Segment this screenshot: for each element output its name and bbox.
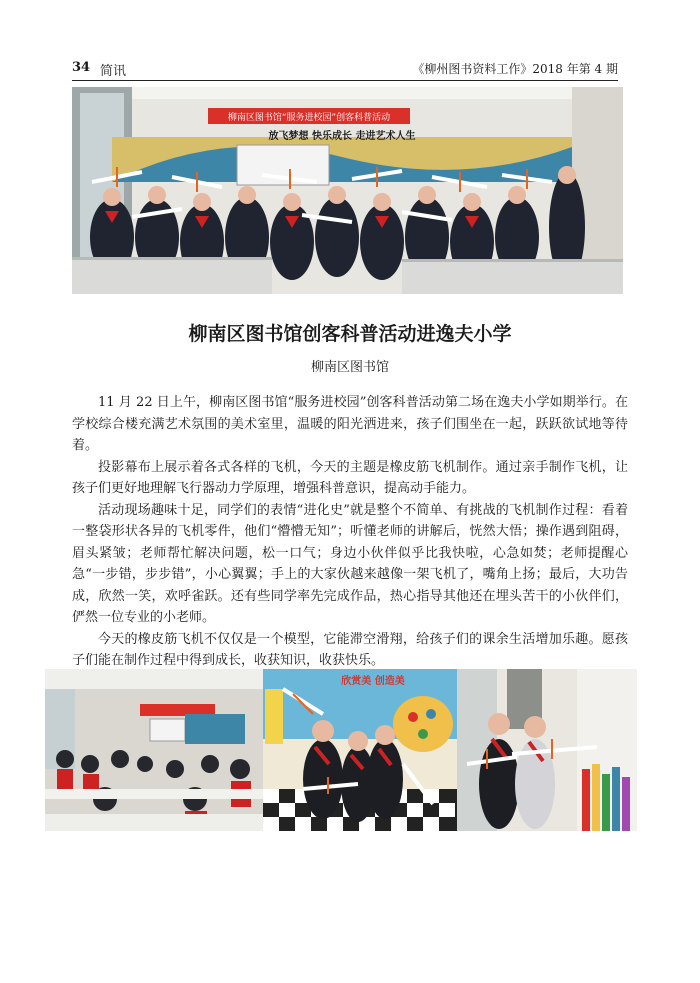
students-with-planes-illustration <box>263 669 457 831</box>
paragraph: 今天的橡皮筋飞机不仅仅是一个模型，它能滞空滑翔，给孩子们的课余生活增加乐趣。愿孩子们能在制作过程中得到成长，收获知识，收获快乐。 <box>72 631 628 668</box>
paragraph: 活动现场趣味十足，同学们的表情“进化史”就是整个不简单、有挑战的飞机制作过程：看着一整袋形状各异的飞机零件，他们“懵懵无知”；听懂老师的讲解后，恍然大悟；操作遇到阻碍，眉头紧皱；老师帮忙解决问题，松一口气；身边小伙伴似乎比我快啦，心急如焚；老师提醒心急“一步错，步步错”，小心翼翼；手上的大家伙越来越像一架飞机了，嘴角上扬；最后，大功告成，欣然一笑，欢呼雀跃。还有些同学率先完成作品，热心指导其他还在埋头苦干的小伙伴们，俨然一位专业的小老师。 <box>72 502 628 625</box>
paragraph: 11 月 22 日上午，柳南区图书馆“服务进校园”创客科普活动第二场在逸夫小学如期举行。在学校综合楼充满艺术氛围的美术室里，温暖的阳光洒进来，孩子们围坐在一起，跃跃欲试地等待着。 <box>72 395 628 453</box>
classroom-photo-illustration <box>45 669 263 831</box>
group-photo <box>72 87 623 294</box>
journal-reference: 《柳州图书资料工作》2018 年第 4 期 <box>412 62 618 76</box>
students-with-planes-photo <box>263 669 457 831</box>
two-students-illustration <box>457 669 637 831</box>
wall-slogan: 放飞梦想 快乐成长 走进艺术人生 <box>268 131 416 142</box>
article-body <box>72 392 628 672</box>
banner-text: 柳南区图书馆“服务进校园”创客科普活动 <box>227 113 391 123</box>
section-name: 简讯 <box>100 64 127 79</box>
two-students-photo <box>457 669 637 831</box>
article-byline: 柳南区图书馆 <box>310 360 389 375</box>
group-photo-illustration <box>72 87 623 294</box>
page-header <box>72 60 618 81</box>
paragraph: 投影幕布上展示着各式各样的飞机，今天的主题是橡皮筋飞机制作。通过亲手制作飞机，让孩子们更好地理解飞行器动力学原理，增强科普意识，提高动手能力。 <box>72 459 628 496</box>
art-room-slogan: 欣赏美 创造美 <box>341 676 405 687</box>
article-title: 柳南区图书馆创客科普活动进逸夫小学 <box>188 323 512 345</box>
classroom-photo <box>45 669 263 831</box>
page-number: 34 <box>72 60 91 75</box>
